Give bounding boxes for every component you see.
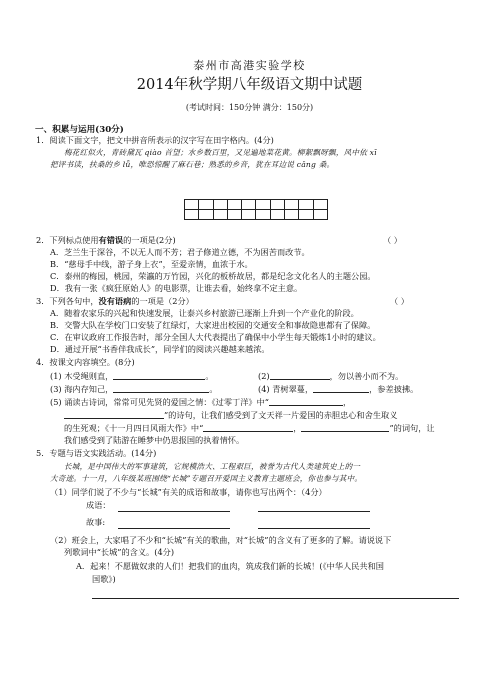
grid-cell[interactable] — [185, 210, 199, 220]
grid-cell[interactable] — [299, 210, 313, 220]
q4-item6-text: 的生死观；《十一月四日风雨大作》中“ — [64, 423, 204, 433]
grid-cell[interactable] — [313, 210, 327, 220]
grid-cell[interactable] — [313, 200, 327, 210]
q2-stem — [36, 235, 176, 246]
q2-stem-emphasis: 有错误 — [98, 235, 124, 245]
grid-cell[interactable] — [285, 200, 299, 210]
story-answer-line-1[interactable] — [118, 528, 230, 529]
q5-lyric-a-line1: A．起来！不愿做奴隶的人们！把我们的血肉，筑成我们新的长城！(《中华人民共和国 — [76, 561, 384, 571]
q1-passage-line1: 梅花红似火，青砖黛瓦 qiào 首望；水乡数百里，又见遍地菜花黄。柳絮飘呀飘，风中依 xī — [64, 148, 377, 157]
grid-cell[interactable] — [256, 200, 270, 210]
q4-item3-end: 。 — [209, 384, 218, 394]
q3-stem-part: 的一项是（2分） — [131, 296, 194, 306]
grid-cell[interactable] — [242, 200, 256, 210]
q4-item3-text: (3) 海内存知己， — [50, 384, 114, 394]
grid-cell[interactable] — [270, 200, 284, 210]
q4-item5-blank1[interactable] — [269, 396, 343, 406]
q3-answer-bracket[interactable]: （ ） — [390, 296, 409, 306]
q4-line1 — [50, 370, 214, 382]
q4-item5-text: (5) 诵读古诗词，常常可见先贤的爱国之情：《过零丁洋》中“ — [50, 397, 269, 407]
lyric-a-answer-line[interactable] — [92, 598, 459, 599]
q3-stem — [36, 296, 194, 307]
q4-line6: 我们感受到了陆游在睡梦中仍思报国的执着情怀。 — [64, 435, 245, 445]
q4-line5 — [64, 422, 435, 434]
q4-item3-blank[interactable] — [113, 383, 209, 393]
q5-lyric-a-line2: 国歌》) — [92, 574, 116, 584]
q4-line3 — [50, 396, 351, 408]
q5-sub2-line1: （2）班会上，大家唱了不少和“长城”有关的歌曲，对“长城”的含义有了更多的了解。请说说下 — [50, 535, 392, 545]
grid-cell[interactable] — [213, 210, 227, 220]
grid-cell[interactable] — [285, 210, 299, 220]
q4-item6-blank2[interactable] — [301, 422, 389, 432]
exam-title: 2014年秋学期八年级语文期中试题 — [136, 77, 363, 93]
answer-grid[interactable] — [184, 199, 328, 220]
q3-option-d[interactable]: D．通过开展“书香伴我成长”，同学们的阅读兴趣越来越浓。 — [50, 344, 270, 354]
section-heading: 一、积累与运用(30分) — [35, 125, 124, 135]
q4-item5-comma: ， — [342, 397, 352, 407]
grid-cell[interactable] — [270, 210, 284, 220]
q4-item4-blank[interactable] — [313, 383, 369, 393]
q4-item5-cont: ”的诗句，让我们感受到了文天祥一片爱国的赤胆忠心和舍生取义 — [164, 410, 398, 420]
q1-passage-line2: 把评书读，扶桑的乡 lǚ，唯恐惊醒了麻石巷；熟悉的乡音，犹在耳边说 cǎng 桑。 — [50, 160, 335, 169]
q2-option-a[interactable]: A．芝兰生于深谷，不以无人而不芳；君子修道立德，不为困苦而改节。 — [50, 247, 310, 257]
q2-option-c[interactable]: C．泰州的梅园，桃园，荣瀛的万竹园，兴化的板桥故居，都是纪念文化名人的主题公园。 — [50, 271, 376, 281]
q3-option-b[interactable]: B．交警大队在学校门口安装了红绿灯，大家进出校园的交通安全和事故隐患都有了保障。 — [50, 320, 376, 330]
q5-intro-line2: 大奇迹。十一月，八年级某班围绕“长城”专题召开爱国主义教育主题班会，你也参与其中。 — [50, 474, 363, 483]
q4-item4-text: (4) 青树翠蔓， — [258, 384, 314, 394]
q4-stem: 4．按课文内容填空。(8分) — [36, 357, 135, 367]
grid-cell[interactable] — [213, 200, 227, 210]
q3-stem-part: 3．下列各句中， — [36, 296, 99, 306]
q5-sub1: （1）同学们说了不少与“长城”有关的成语和故事，请你也写出两个：（4分） — [50, 487, 327, 497]
story-answer-line-2[interactable] — [258, 528, 370, 529]
q2-stem-part: 的一项是(2分) — [123, 235, 176, 245]
story-label: 故事: — [86, 517, 106, 527]
q2-option-d[interactable]: D．我有一张《疯狂原始人》的电影票，让谁去看，始终拿不定主意。 — [50, 283, 303, 293]
q5-stem: 5．专题与语文实践活动。(14分) — [36, 448, 157, 458]
exam-info: (考试时间：150分钟 满分：150分) — [185, 103, 314, 112]
q4-item2-num: (2) — [258, 371, 270, 381]
grid-cell[interactable] — [299, 200, 313, 210]
q4-line2 — [50, 383, 218, 395]
q4-item2-text: ，勿以善小而不为。 — [329, 371, 404, 381]
q4-line4 — [64, 409, 397, 421]
grid-cell[interactable] — [227, 200, 241, 210]
grid-cell[interactable] — [256, 210, 270, 220]
grid-cell[interactable] — [199, 200, 213, 210]
q3-option-a[interactable]: A．随着农家乐的兴起和快速发展，让泰兴乡村旅游已逐渐上升到一个产业化的阶段。 — [50, 308, 359, 318]
q4-item1-text: (1) 木受绳则直， — [50, 371, 114, 381]
q4-item4-end: ，参差披拂。 — [369, 384, 419, 394]
q1-stem: 1．阅读下面文字，把文中拼音所表示的汉字写在田字格内。(4分) — [36, 135, 274, 145]
idiom-label: 成语： — [86, 500, 111, 510]
q5-sub2-line2: 列歌词中“长城”的含义。(4分) — [64, 547, 175, 557]
q4-item5-blank2[interactable] — [64, 409, 164, 419]
school-name: 泰州市高港实验学校 — [193, 59, 306, 72]
q2-stem-part: 2．下列标点使用 — [36, 235, 99, 245]
grid-cell[interactable] — [242, 210, 256, 220]
grid-cell[interactable] — [199, 210, 213, 220]
q2-answer-bracket[interactable]: （ ） — [383, 235, 402, 245]
q4-line1-right — [258, 370, 403, 382]
q4-item6-comma: ， — [293, 423, 302, 433]
q4-item1-end: 。 — [205, 371, 214, 381]
q4-item6-blank1[interactable] — [203, 422, 293, 432]
q4-item1-blank[interactable] — [113, 370, 205, 380]
idiom-answer-line-1[interactable] — [118, 511, 230, 512]
grid-cell[interactable] — [227, 210, 241, 220]
q3-option-c[interactable]: C．在审议政府工作报告时，部分全国人大代表提出了确保中小学生每天锻炼1小时的建议。 — [50, 332, 381, 342]
q4-item2-blank[interactable] — [270, 370, 330, 380]
q2-option-b[interactable]: B．“慈母手中线，游子身上衣”，至爱亲情，血浓于水。 — [50, 259, 253, 269]
q4-item6-end: ”的词句，让 — [389, 423, 435, 433]
q3-stem-emphasis: 没有语病 — [98, 296, 132, 306]
grid-cell[interactable] — [185, 200, 199, 210]
idiom-answer-line-2[interactable] — [258, 511, 370, 512]
q4-line2-right — [258, 383, 418, 395]
q5-intro-line1: 长城，是中国伟大的军事建筑，它规模浩大、工程艰巨，被誉为古代人类建筑史上的一 — [64, 462, 361, 471]
